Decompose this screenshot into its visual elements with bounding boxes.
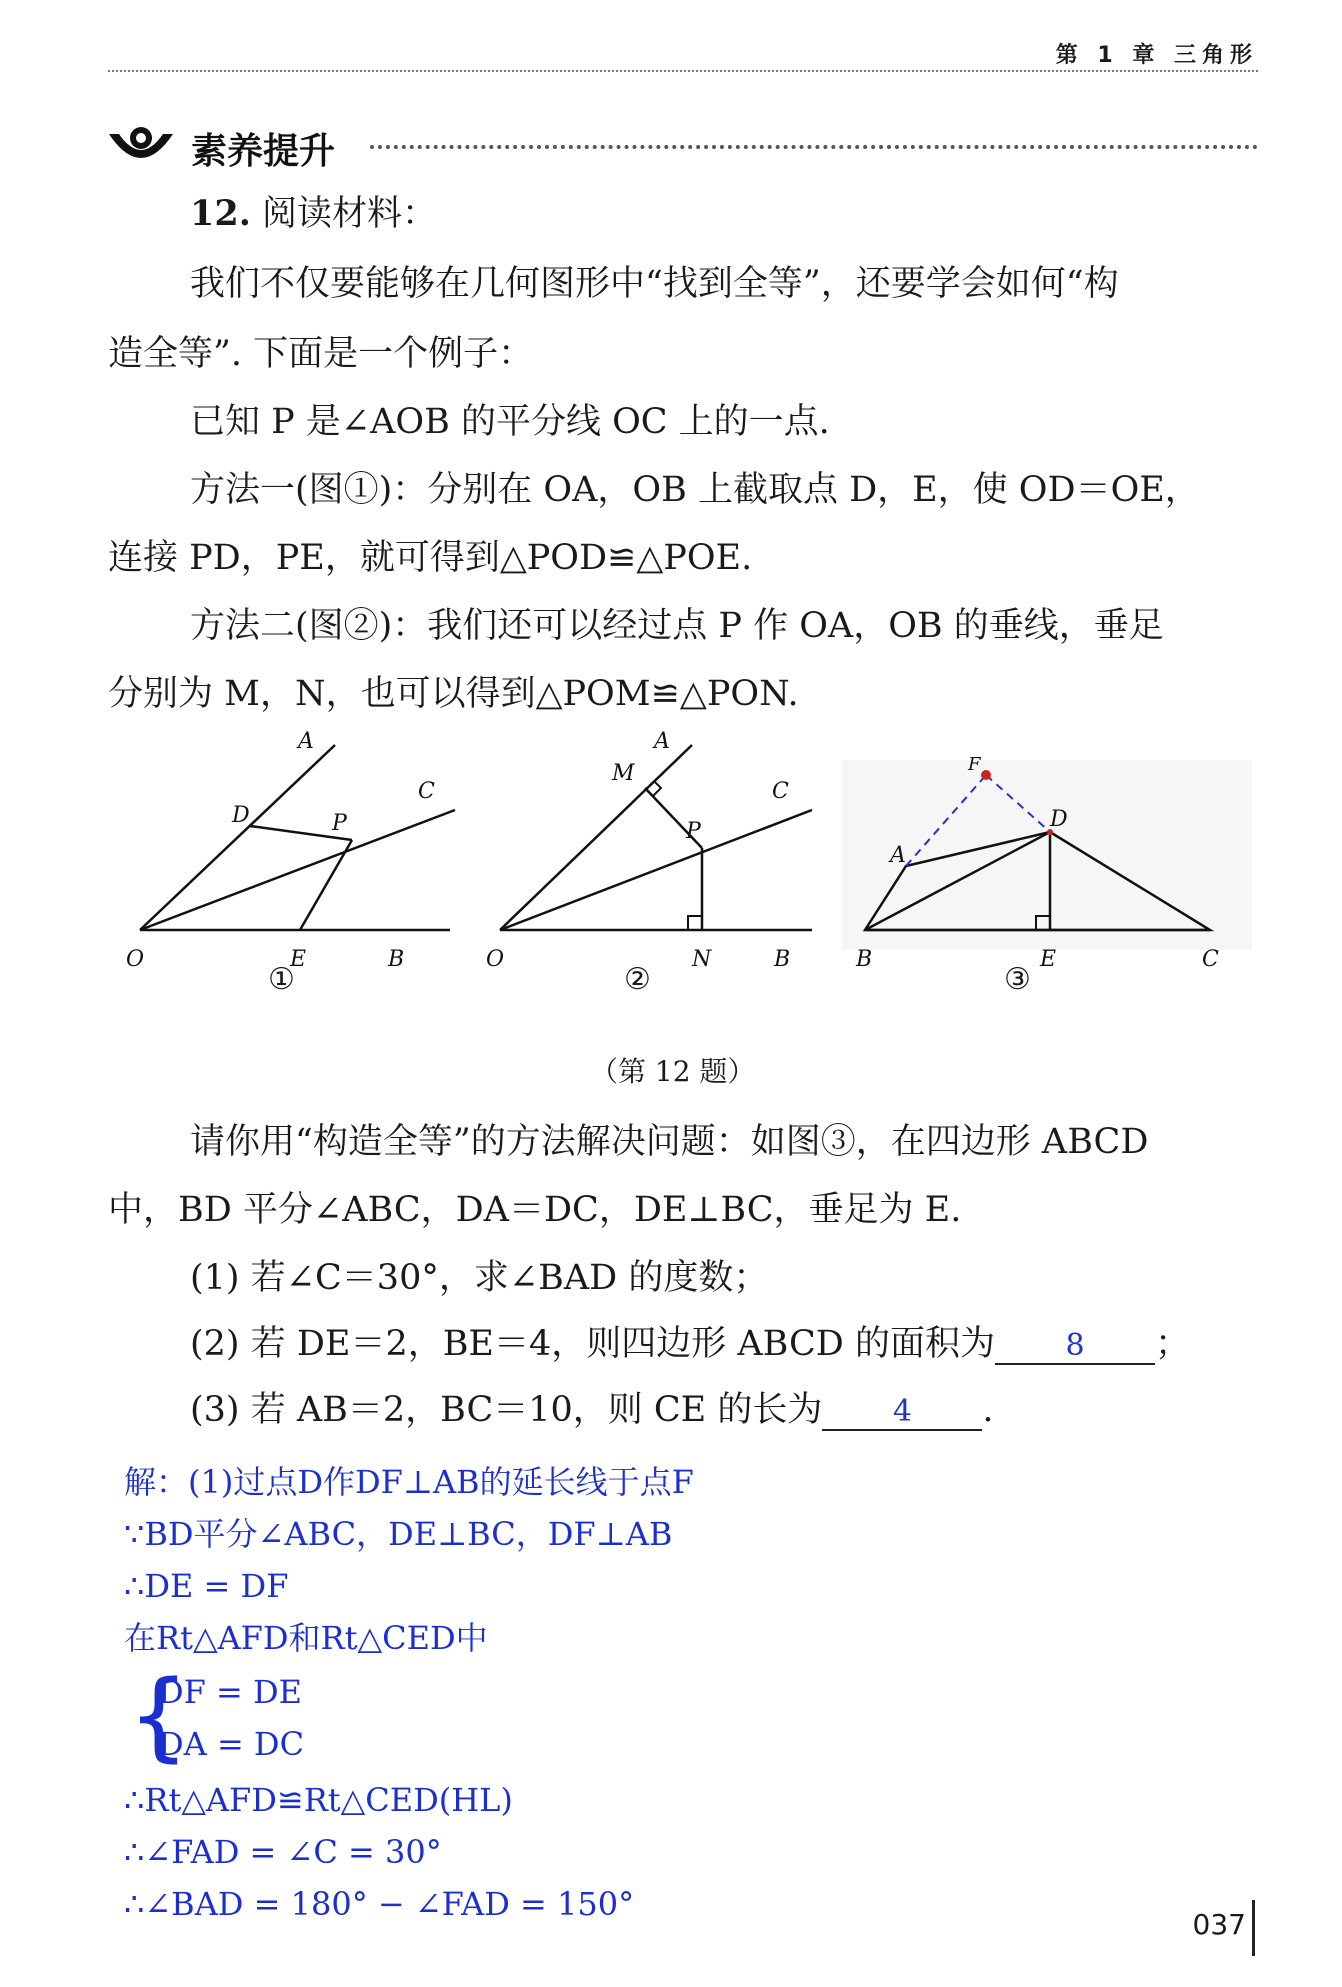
para1-line1: 我们不仅要能够在几何图形中“找到全等”，还要学会如何“构: [190, 264, 1119, 304]
fig2-label-C: C: [772, 779, 789, 804]
fig3-label-D: D: [1050, 807, 1068, 832]
figure-2: [486, 730, 812, 972]
chapter-header: 第 1 章 三角形: [1055, 43, 1258, 68]
fig1-label-O: O: [126, 947, 145, 972]
figure-3-number: ③: [1004, 962, 1031, 997]
section-title: 素养提升: [191, 130, 336, 172]
question-3-text: (3) 若 AB＝2，BC＝10，则 CE 的长为: [190, 1390, 823, 1430]
fig1-label-B: B: [388, 947, 405, 972]
question-2: [190, 1322, 1190, 1366]
question-3: [190, 1388, 994, 1432]
figure-2-number: ②: [624, 962, 651, 997]
solution-line-3: ∴DE = DF: [124, 1567, 289, 1605]
solution-line-6: DA = DC: [158, 1725, 305, 1763]
fig2-label-B: B: [774, 947, 791, 972]
page-number: 037: [1192, 1908, 1246, 1941]
fig2-label-P: P: [686, 819, 701, 844]
fig1-label-A: A: [298, 730, 314, 754]
task-line2: 中，BD 平分∠ABC，DA＝DC，DE⊥BC，垂足为 E.: [108, 1190, 962, 1230]
fig3-label-E: E: [1040, 947, 1057, 972]
question-3-end: .: [982, 1390, 994, 1430]
method1-line2: 连接 PD，PE，就可得到△POD≌△POE.: [108, 538, 753, 578]
problem-intro: 阅读材料：: [262, 194, 438, 234]
fig3-label-C: C: [1202, 947, 1219, 972]
fig3-label-B: B: [856, 947, 873, 972]
section-divider: [370, 145, 1258, 149]
question-2-end: ；: [1154, 1324, 1190, 1364]
fig2-label-O: O: [486, 947, 505, 972]
fig3-label-F: F: [968, 754, 981, 775]
known-statement: 已知 P 是∠AOB 的平分线 OC 上的一点.: [190, 402, 830, 442]
problem-number: 12.: [190, 193, 251, 234]
solution-line-2: ∵BD平分∠ABC，DE⊥BC，DF⊥AB: [124, 1515, 673, 1553]
solution-line-4: 在Rt△AFD和Rt△CED中: [124, 1619, 488, 1657]
solution-line-7: ∴Rt△AFD≌Rt△CED(HL): [124, 1781, 513, 1819]
page-number-bar: [1252, 1900, 1255, 1956]
figure-3: [842, 754, 1252, 972]
question-2-text: (2) 若 DE＝2，BE＝4，则四边形 ABCD 的面积为: [190, 1324, 995, 1364]
question-3-answer: 4: [822, 1395, 982, 1431]
method2-line2: 分别为 M，N，也可以得到△POM≌△PON.: [108, 674, 799, 714]
solution-line-8: ∴∠FAD = ∠C = 30°: [124, 1833, 442, 1871]
figure-1-number: ①: [268, 962, 295, 997]
fig2-label-A: A: [654, 730, 670, 754]
question-1: (1) 若∠C＝30°，求∠BAD 的度数；: [190, 1258, 769, 1298]
task-line1: 请你用“构造全等”的方法解决问题：如图③，在四边形 ABCD: [190, 1122, 1149, 1162]
para1-line2: 造全等”. 下面是一个例子：: [108, 334, 534, 374]
figure-caption: （第 12 题）: [590, 1055, 756, 1088]
fig3-label-A: A: [890, 843, 906, 868]
method1-line1: 方法一(图①)：分别在 OA，OB 上截取点 D，E，使 OD＝OE，: [190, 470, 1200, 510]
section-header: [105, 118, 335, 178]
fig2-label-N: N: [692, 947, 712, 972]
figure-1: [126, 730, 455, 972]
method2-line1: 方法二(图②)：我们还可以经过点 P 作 OA，OB 的垂线，垂足: [190, 606, 1164, 646]
fig1-label-C: C: [418, 779, 435, 804]
brace-icon: {: [128, 1660, 190, 1772]
section-logo-icon: [105, 120, 177, 176]
fig1-label-E: E: [290, 947, 307, 972]
header-divider: [108, 70, 1258, 72]
fig2-label-M: M: [612, 761, 635, 786]
solution-line-1: 解：(1)过点D作DF⊥AB的延长线于点F: [124, 1463, 694, 1501]
solution-line-9: ∴∠BAD = 180° − ∠FAD = 150°: [124, 1885, 635, 1923]
question-2-answer: 8: [995, 1329, 1155, 1365]
solution-line-5: DF = DE: [158, 1673, 303, 1711]
problem-heading: [190, 192, 437, 236]
fig1-label-D: D: [232, 803, 250, 828]
fig1-label-P: P: [332, 811, 347, 836]
